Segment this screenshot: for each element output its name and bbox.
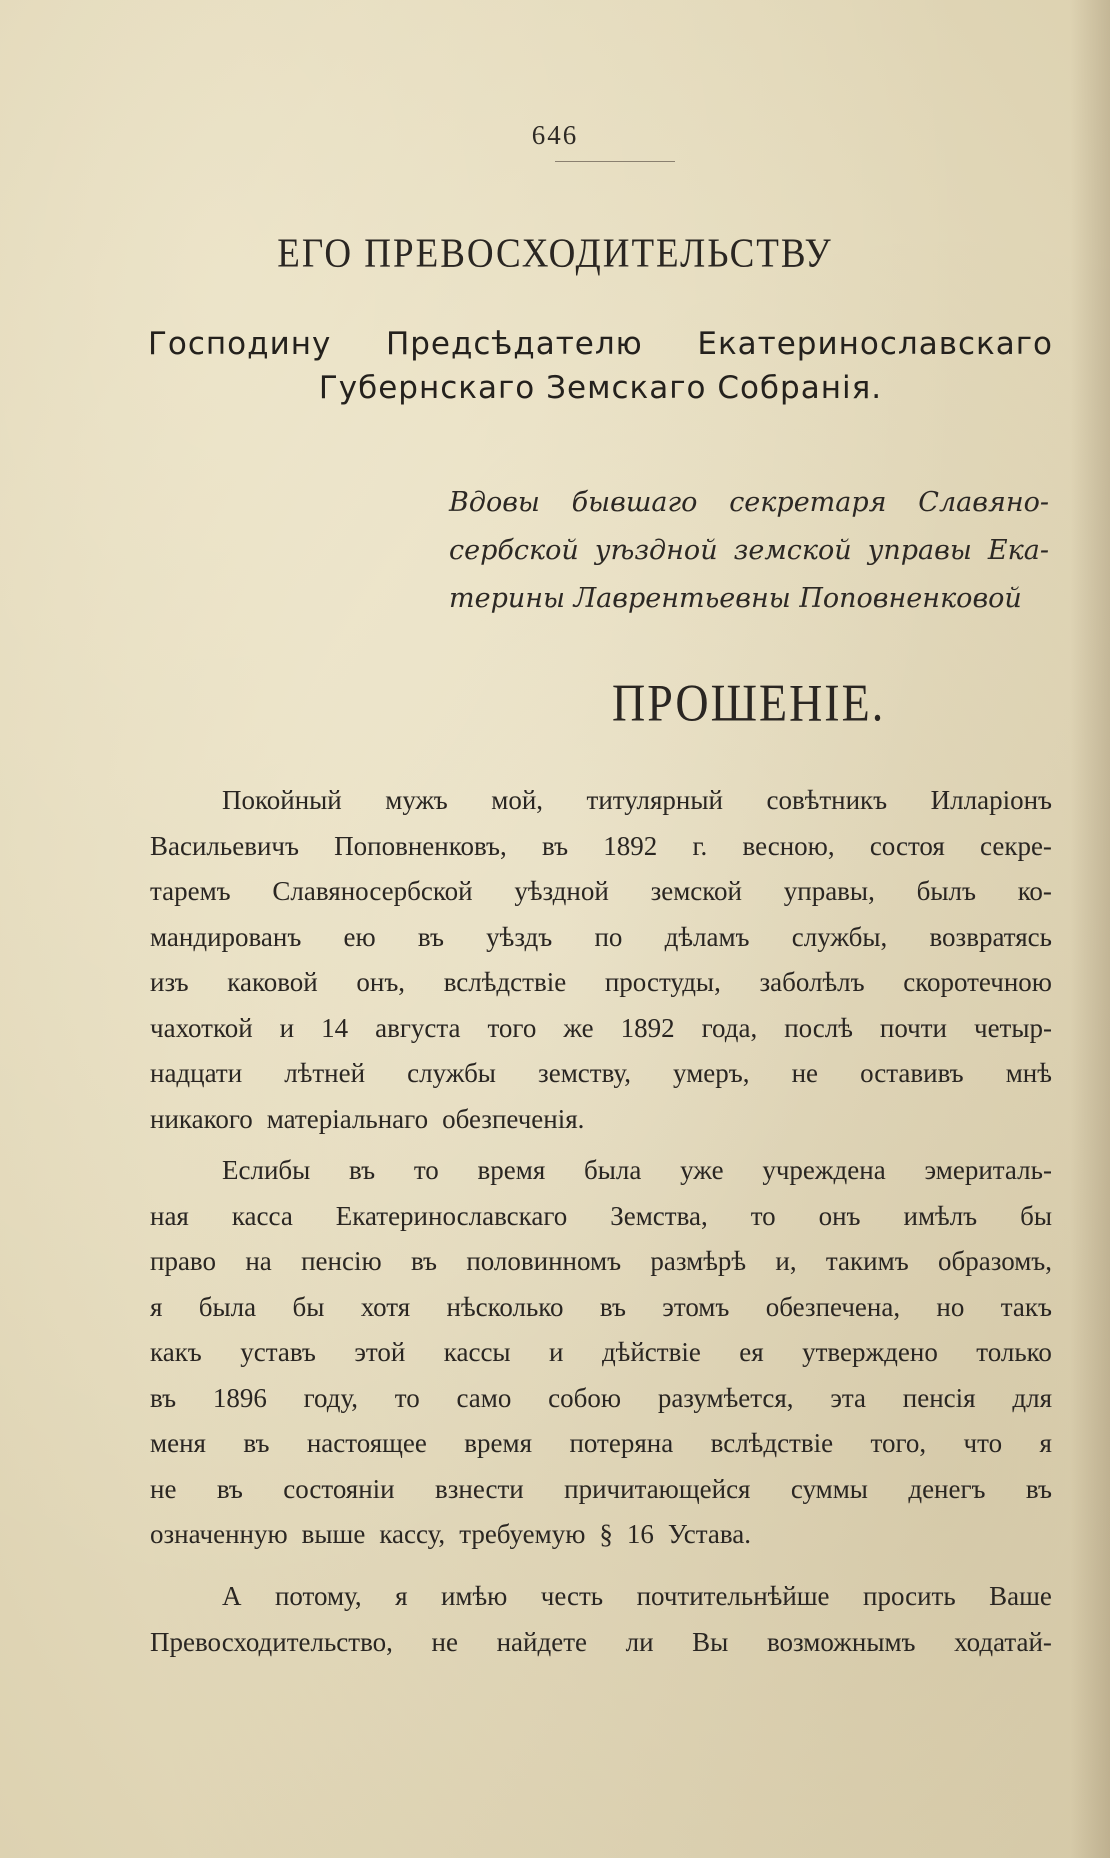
body-word: на (245, 1246, 272, 1276)
body-word: Екатеринославскаго (335, 1200, 568, 1231)
body-word: въ (410, 1246, 438, 1276)
body-word: четыр- (973, 1012, 1052, 1043)
body-word: § (599, 1519, 613, 1549)
body-line (150, 1008, 1052, 1048)
body-word: почтительнѣйше (636, 1581, 830, 1611)
body-word: потеряна (569, 1428, 674, 1458)
body-word: учреждена (762, 1155, 886, 1185)
body-word: послѣ (784, 1012, 853, 1043)
body-word: дѣйствіе (601, 1337, 701, 1367)
body-word: онъ (818, 1200, 861, 1231)
body-word: службы, (791, 921, 888, 952)
body-word: я (150, 1291, 163, 1322)
body-word: же (563, 1012, 594, 1043)
body-word: причитающейся (564, 1473, 751, 1504)
body-word: имѣю (440, 1581, 508, 1611)
body-word: въ (150, 1382, 177, 1413)
body-word: каковой (227, 967, 318, 997)
body-word: по (594, 921, 623, 952)
body-word: 1892 (603, 830, 658, 861)
body-word: честь (540, 1581, 604, 1611)
body-word: нѣсколько (446, 1291, 564, 1322)
body-word: 1892 (620, 1012, 675, 1043)
body-word: скоротечною (903, 967, 1052, 997)
body-word: Превосходительство, (150, 1626, 393, 1657)
body-word: того (487, 1012, 537, 1043)
body-word: въ (417, 921, 444, 952)
body-word: суммы (790, 1473, 868, 1504)
body-word: Земства, (610, 1200, 708, 1231)
body-word: въ (1025, 1473, 1052, 1504)
body-word: умеръ, (673, 1058, 750, 1088)
body-word: весною, (742, 830, 835, 861)
body-word: чахоткой (150, 1012, 253, 1043)
sender-line-3: терины Лаврентьевны Поповненковой (449, 583, 1022, 614)
body-word: состоя (869, 830, 945, 861)
body-word: то (750, 1200, 776, 1231)
sender-word: управы (867, 535, 972, 566)
body-word: мандированъ (150, 921, 302, 952)
body-word: г. (692, 830, 708, 861)
body-word: вслѣдствіе (443, 967, 567, 997)
body-word: онъ, (356, 967, 406, 997)
body-word: дѣламъ (664, 921, 750, 952)
body-word: я (1039, 1428, 1052, 1458)
body-word: того, (870, 1428, 927, 1458)
body-word: состояніи (283, 1473, 395, 1504)
body-word: надцати (150, 1058, 243, 1088)
body-line (150, 1469, 1052, 1509)
body-line (150, 1287, 1052, 1327)
body-word: службы (407, 1058, 496, 1088)
body-word: Поповненковъ, (334, 830, 507, 861)
body-word: то (413, 1155, 439, 1185)
body-word: денегъ (908, 1473, 986, 1504)
body-word: 1896 (212, 1382, 267, 1413)
body-word: обезпечена, (765, 1291, 901, 1322)
sender-word: Вдовы (449, 487, 540, 518)
page-edge-shadow (1070, 0, 1110, 1858)
body-word: августа (375, 1012, 461, 1043)
body-line (150, 917, 1052, 957)
body-word: вслѣдствіе (710, 1428, 834, 1458)
body-word: лѣтней (284, 1058, 366, 1088)
body-word: меня (150, 1428, 206, 1458)
body-word: управы, (783, 876, 875, 906)
body-word: совѣтникъ (766, 785, 888, 815)
body-word: титулярный (586, 785, 723, 815)
body-word: я (395, 1581, 408, 1611)
body-word: само (456, 1382, 512, 1413)
sender-word: уѣздной (594, 535, 718, 566)
body-word: размѣрѣ (650, 1246, 747, 1276)
body-line (150, 1332, 1052, 1372)
body-word: пенсію (301, 1246, 382, 1276)
body-word: 14 (321, 1012, 349, 1043)
body-word: какъ (150, 1337, 202, 1367)
body-word: выше (301, 1519, 366, 1549)
body-word: ко- (1017, 876, 1052, 906)
body-word: время (464, 1428, 533, 1458)
body-word: этой (354, 1337, 406, 1367)
sender-word: Славяно- (918, 487, 1049, 518)
body-word: Покойный (222, 785, 342, 815)
body-word: Васильевичъ (150, 830, 299, 861)
body-word: для (1012, 1382, 1052, 1413)
body-word: простуды, (604, 967, 721, 997)
body-word: просить (863, 1581, 956, 1611)
body-word: ею (343, 921, 376, 952)
body-word: ея (739, 1337, 764, 1367)
body-word: года, (701, 1012, 758, 1043)
sender-line-1 (449, 487, 1049, 518)
body-word: Илларіонъ (930, 785, 1052, 815)
body-word: и (549, 1337, 564, 1367)
body-word: половинномъ (466, 1246, 622, 1276)
salutation: ЕГО ПРЕВОСХОДИТЕЛЬСТВУ (277, 230, 833, 277)
body-word: кассу, (379, 1519, 446, 1549)
body-word: не (431, 1626, 458, 1657)
body-word: въ (599, 1291, 626, 1322)
body-word: взнести (435, 1473, 524, 1504)
page-number-rule (555, 161, 675, 162)
body-word: была (584, 1155, 642, 1185)
body-line (150, 871, 1052, 911)
body-word: изъ (150, 967, 189, 997)
body-word: земству, (538, 1058, 631, 1088)
body-line (150, 826, 1052, 866)
petition-heading: ПРОШЕНІЕ. (612, 673, 886, 732)
body-word: не (791, 1058, 819, 1088)
body-word: А (222, 1581, 242, 1611)
addressee-line-1 (148, 326, 1053, 362)
body-word: время (477, 1155, 546, 1185)
addressee-word: Предсѣдателю (385, 326, 643, 362)
body-word: ная (150, 1200, 189, 1231)
body-word: эмериталь- (924, 1155, 1052, 1185)
body-word: секре- (980, 830, 1052, 861)
body-word: Славяносербской (272, 876, 473, 906)
body-word: найдете (496, 1626, 587, 1657)
body-word: уже (680, 1155, 724, 1185)
body-word: заболѣлъ (759, 967, 865, 997)
body-word: мужъ (385, 785, 448, 815)
body-word: былъ (916, 876, 976, 906)
body-word: уѣздъ (486, 921, 553, 952)
body-line (150, 962, 1052, 1002)
body-word: эта (830, 1382, 867, 1413)
body-word: таремъ (150, 876, 231, 906)
body-word: въ (243, 1428, 270, 1458)
body-word: бы (292, 1291, 325, 1322)
body-word: не (150, 1473, 177, 1504)
sender-word: Ека- (987, 535, 1049, 566)
addressee-line-2: Губернскаго Земскаго Собранія. (318, 370, 883, 406)
sender-word: сербской (449, 535, 579, 566)
body-word: но (936, 1291, 965, 1322)
body-word: такимъ (825, 1246, 909, 1276)
body-word: настоящее (306, 1428, 427, 1458)
body-word: бы (1020, 1200, 1052, 1231)
body-word: имѣлъ (903, 1200, 978, 1231)
body-line (150, 1378, 1052, 1418)
body-word: кассы (443, 1337, 511, 1367)
body-word: году, (303, 1382, 358, 1413)
body-word: требуемую (459, 1519, 586, 1549)
body-line (150, 1053, 1052, 1093)
sender-word: бывшаго (571, 487, 698, 518)
body-word: то (394, 1382, 420, 1413)
body-word: касса (231, 1200, 293, 1231)
body-word: оставивъ (860, 1058, 964, 1088)
body-word: право (150, 1246, 216, 1276)
body-line (222, 780, 1052, 820)
body-word: ли (625, 1626, 654, 1657)
body-word: и (279, 1012, 295, 1043)
addressee-word: Екатеринославскаго (697, 326, 1053, 362)
page-number: 646 (531, 120, 579, 150)
body-word: хотя (360, 1291, 411, 1322)
body-word: никакого (150, 1103, 253, 1134)
body-word: Еслибы (222, 1155, 311, 1185)
body-word: земской (650, 876, 742, 906)
body-word: мнѣ (1005, 1058, 1052, 1088)
body-word: въ (216, 1473, 243, 1504)
sender-word: земской (733, 535, 852, 566)
body-word: и, (775, 1246, 797, 1276)
body-word: уставъ (240, 1337, 316, 1367)
body-word: утверждено (802, 1337, 938, 1367)
body-word: возможнымъ (766, 1626, 916, 1657)
body-word: почти (879, 1012, 947, 1043)
body-word: только (976, 1337, 1052, 1367)
body-word: Устава. (667, 1519, 752, 1549)
body-word: въ (349, 1155, 376, 1185)
body-line (222, 1576, 1052, 1616)
body-word: мой, (491, 785, 544, 815)
body-line (150, 1196, 1052, 1236)
body-word: образомъ, (937, 1246, 1052, 1276)
body-word: 16 (626, 1519, 654, 1549)
body-line (222, 1150, 1052, 1190)
body-word: въ (542, 830, 569, 861)
body-word: Вы (692, 1626, 729, 1657)
body-word: пенсія (902, 1382, 976, 1413)
body-word: возвратясь (929, 921, 1052, 952)
body-word: матеріальнаго (266, 1103, 429, 1134)
body-word: такъ (1000, 1291, 1052, 1322)
body-line (150, 1622, 1052, 1662)
sender-line-2 (449, 535, 1049, 566)
body-word: была (198, 1291, 257, 1322)
body-word: ходатай- (954, 1626, 1052, 1657)
body-word: потому, (274, 1581, 362, 1611)
body-line (150, 1423, 1052, 1463)
body-word: Ваше (989, 1581, 1052, 1611)
body-word: что (963, 1428, 1003, 1458)
body-word: означенную (150, 1519, 288, 1549)
body-word: уѣздной (514, 876, 609, 906)
body-line (150, 1241, 1052, 1281)
sender-word: секретаря (729, 487, 887, 518)
body-word: этомъ (662, 1291, 730, 1322)
body-word: собою (548, 1382, 622, 1413)
addressee-word: Господину (148, 326, 332, 362)
body-word: разумѣется, (657, 1382, 794, 1413)
body-word: обезпеченія. (442, 1103, 585, 1134)
body-line (150, 1099, 1052, 1139)
body-line (150, 1514, 1052, 1554)
